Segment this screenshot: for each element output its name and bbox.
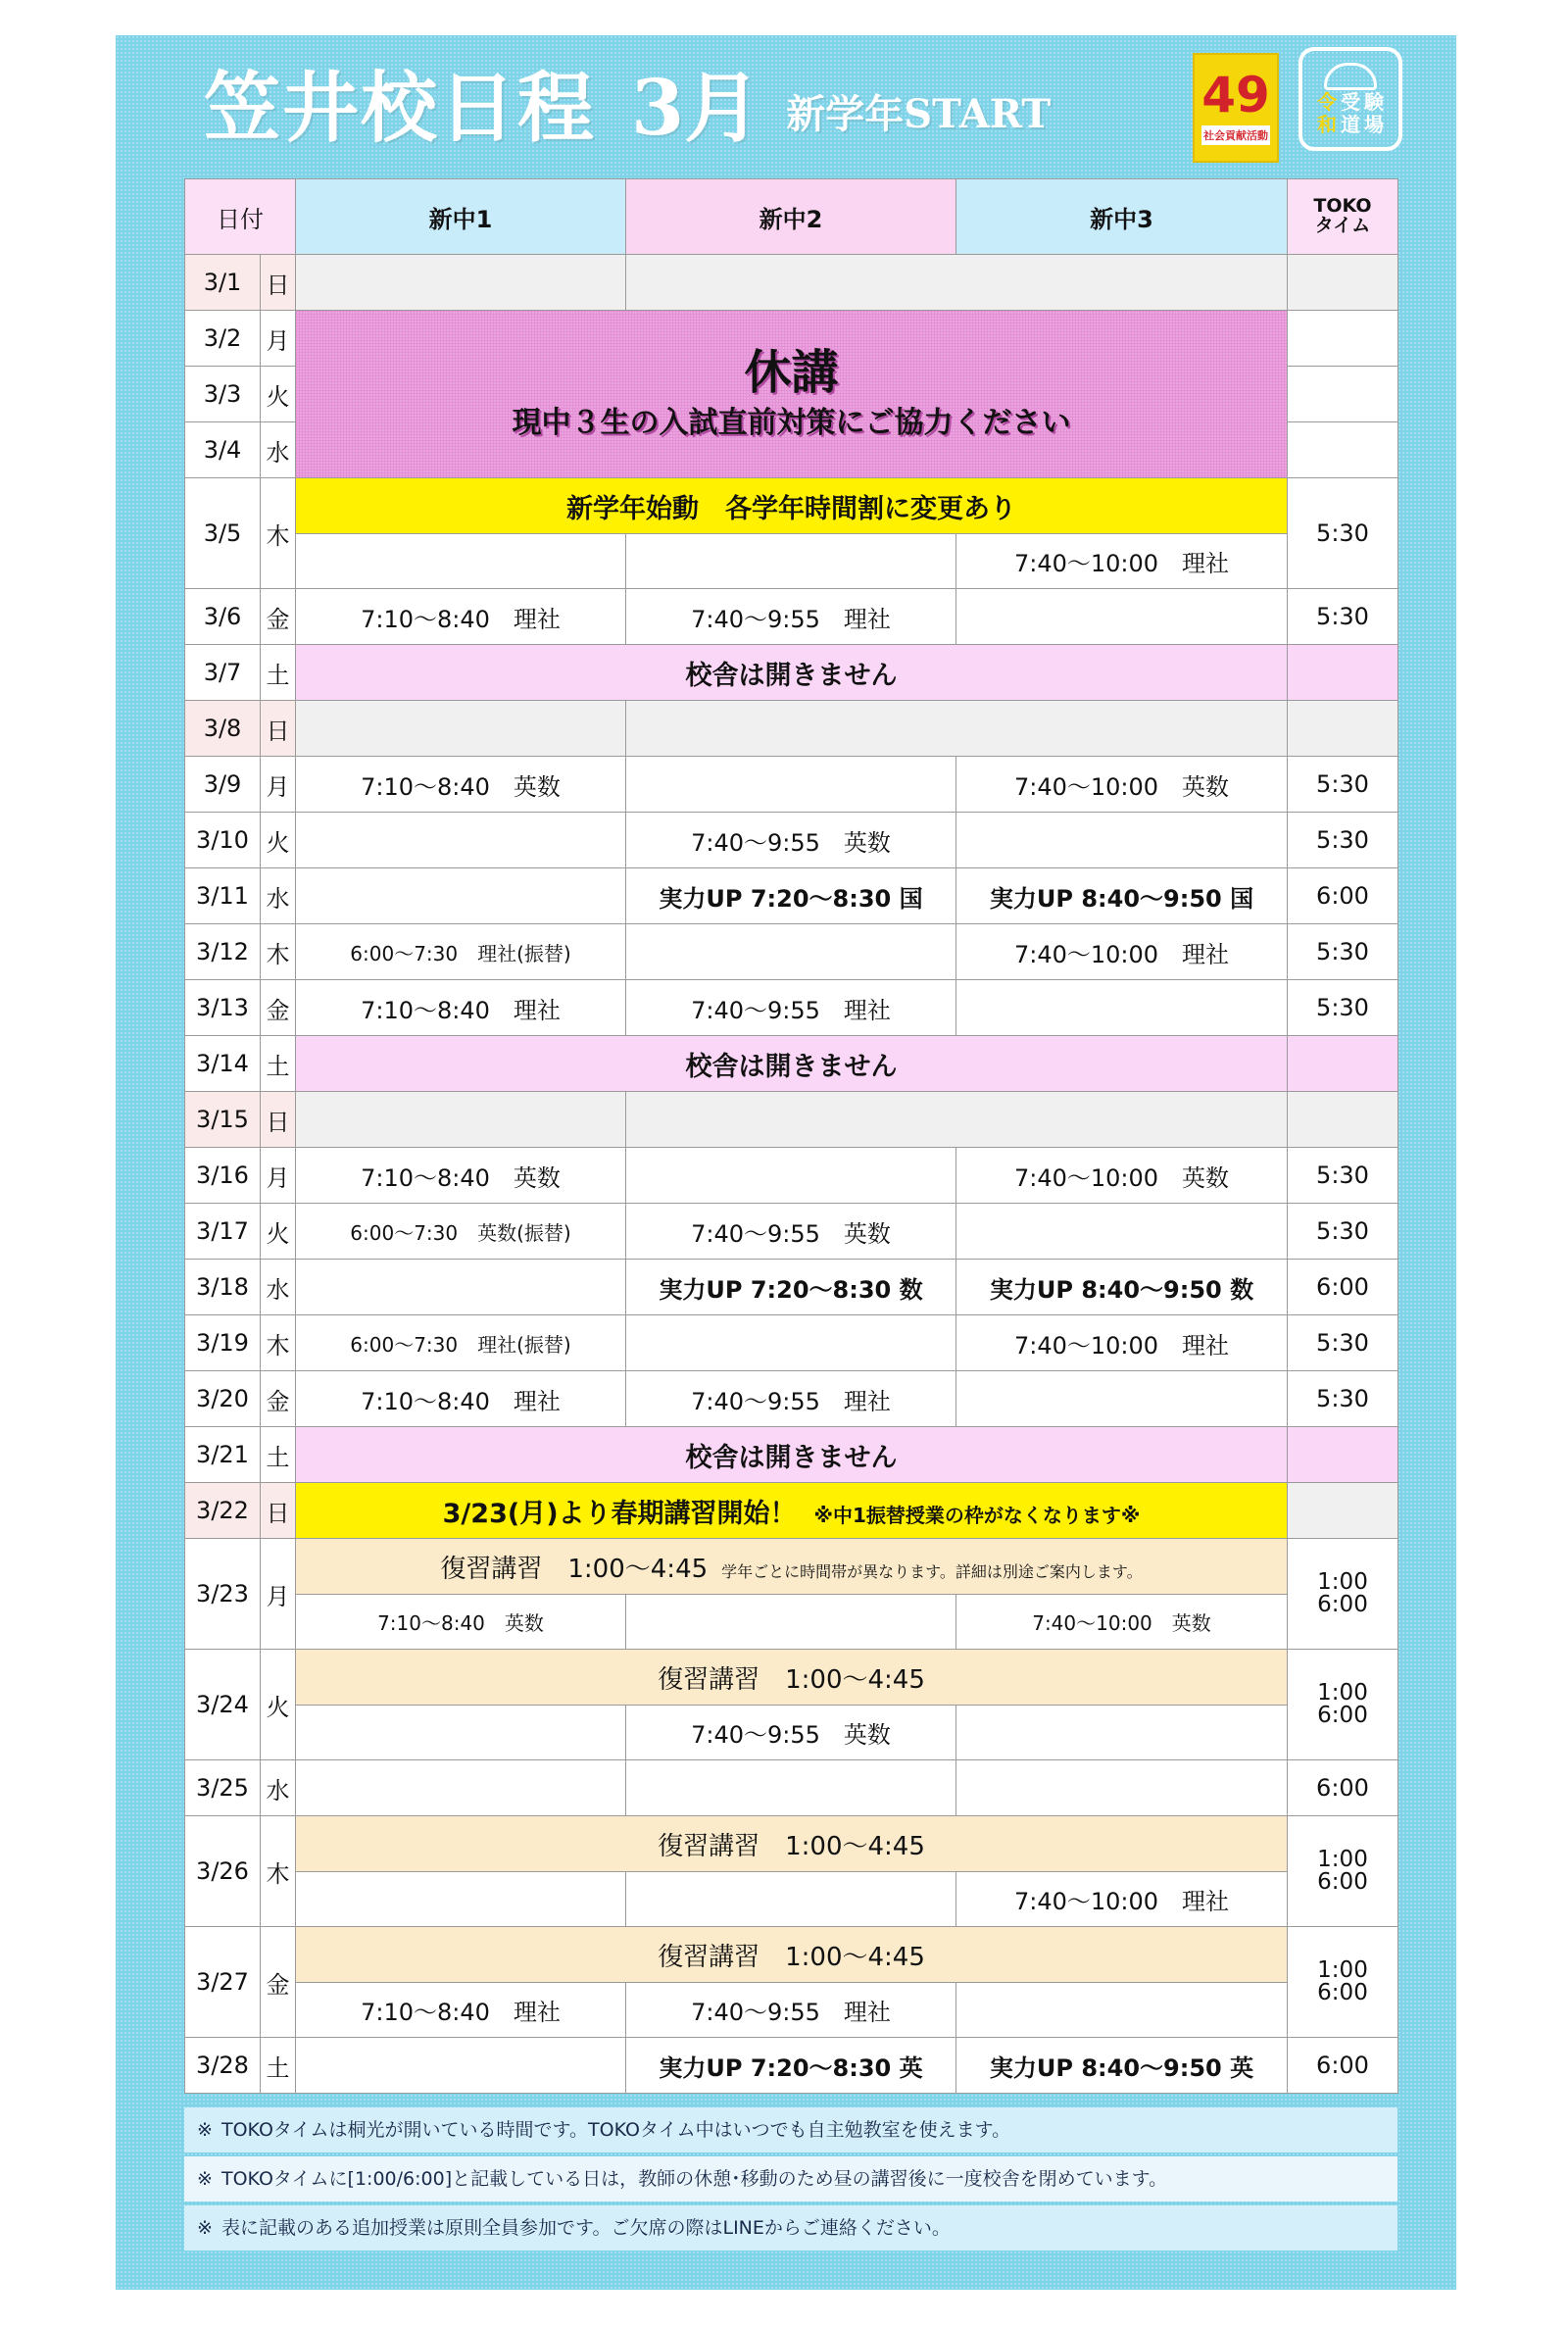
footnote-1: ※ TOKOタイムは桐光が開いている時間です。TOKOタイム中はいつでも自主勉教室を使えます。: [184, 2107, 1397, 2152]
table-row: 3/19 木 6:00～7:30 理社(振替) 7:40～10:00 理社 5:30: [185, 1315, 1398, 1371]
table-row: 3/17 火 6:00～7:30 英数(振替) 7:40～9:55 英数 5:30: [185, 1204, 1398, 1260]
table-row: 3/27 金 復習講習 1:00～4:45 1:00 6:00: [185, 1927, 1398, 1983]
title-school: 笠井校日程: [204, 64, 597, 153]
table-row: 3/25 水 6:00: [185, 1760, 1398, 1816]
header-grade2: 新中2: [626, 179, 956, 255]
logo-cap-shape: [1324, 63, 1377, 90]
table-row: 3/21 土 校舎は開きません: [185, 1427, 1398, 1483]
table-row: 3/23 月 復習講習 1:00～4:45 学年ごとに時間帯が異なります。詳細は別途ご案内します。 1:00 6:00: [185, 1539, 1398, 1595]
table-row: 3/10 火 7:40～9:55 英数 5:30: [185, 813, 1398, 868]
title-subtitle: 新学年START: [786, 90, 1052, 137]
table-row: 3/4 水: [185, 422, 1398, 478]
logo-row-2: 和 道 場: [1317, 113, 1384, 136]
logo-caption: 社会貢献活動: [1201, 125, 1270, 145]
table-row: 3/7 土 校舎は開きません: [185, 645, 1398, 701]
closed-notice: 校舎は開きません: [296, 1036, 1288, 1092]
table-row: 3/22 日 3/23(月)より春期講習開始！ ※中1振替授業の枠がなくなります※: [185, 1483, 1398, 1539]
table-row: 3/18 水 実力UP 7:20～8:30 数 実力UP 8:40～9:50 数 6:00: [185, 1260, 1398, 1315]
table-row: 3/1 日: [185, 255, 1398, 311]
table-row: 3/3 火: [185, 367, 1398, 422]
table-row: 3/5 木 新学年始動 各学年時間割に変更あり 5:30: [185, 478, 1398, 534]
closed-notice: 校舎は開きません: [296, 1427, 1288, 1483]
table-row: 3/13 金 7:10～8:40 理社 7:40～9:55 理社 5:30: [185, 980, 1398, 1036]
table-row: 7:10～8:40 理社 7:40～9:55 理社: [185, 1983, 1398, 2038]
footnote-3: ※ 表に記載のある追加授業は原則全員参加です。ご欠席の際はLINEからご連絡ください。: [184, 2205, 1397, 2251]
spring-course-notice: 3/23(月)より春期講習開始！ ※中1振替授業の枠がなくなります※: [296, 1483, 1288, 1539]
header-grade1: 新中1: [296, 179, 626, 255]
header-grade3: 新中3: [956, 179, 1288, 255]
review-course-banner: 復習講習 1:00～4:45 学年ごとに時間帯が異なります。詳細は別途ご案内します。: [296, 1539, 1288, 1595]
table-row: 3/14 土 校舎は開きません: [185, 1036, 1398, 1092]
review-course-banner: 復習講習 1:00～4:45: [296, 1650, 1288, 1706]
logo-number: 49: [1201, 67, 1270, 124]
footnote-2: ※ TOKOタイムに[1:00/6:00]と記載している日は，教師の休憩･移動のため昼の講習後に一度校舎を閉めています。: [184, 2156, 1397, 2201]
page-title: [204, 43, 1051, 161]
review-course-banner: 復習講習 1:00～4:45: [296, 1927, 1288, 1983]
new-year-notice: 新学年始動 各学年時間割に変更あり: [296, 478, 1288, 534]
title-month: 3月: [631, 64, 761, 153]
review-course-banner: 復習講習 1:00～4:45: [296, 1816, 1288, 1872]
table-row: 3/15 日: [185, 1092, 1398, 1148]
table-row: 7:40～9:55 英数: [185, 1706, 1398, 1760]
schedule-table: [184, 178, 1398, 2094]
header-toko-time: TOKO タイム: [1288, 179, 1398, 255]
table-row: 3/16 月 7:10～8:40 英数 7:40～10:00 英数 5:30: [185, 1148, 1398, 1204]
closed-notice: 校舎は開きません: [296, 645, 1288, 701]
logo-row-1: 令 受 験: [1317, 90, 1384, 114]
table-row: 3/26 木 復習講習 1:00～4:45 1:00 6:00: [185, 1816, 1398, 1872]
footnotes: [184, 2107, 1397, 2254]
kyuko-banner: 休講 現中３生の入試直前対策にご協力ください: [296, 311, 1288, 478]
table-row: 3/20 金 7:10～8:40 理社 7:40～9:55 理社 5:30: [185, 1371, 1398, 1427]
table-row: 3/2 月 休講 現中３生の入試直前対策にご協力ください: [185, 311, 1398, 367]
table-row: 3/24 火 復習講習 1:00～4:45 1:00 6:00: [185, 1650, 1398, 1706]
table-row: 3/12 木 6:00～7:30 理社(振替) 7:40～10:00 理社 5:30: [185, 924, 1398, 980]
table-row: 7:10～8:40 英数 7:40～10:00 英数: [185, 1595, 1398, 1650]
table-row: 7:40～10:00 理社: [185, 534, 1398, 589]
table-row: 3/8 日: [185, 701, 1398, 757]
reiwa-juken-dojo-logo: [1298, 47, 1402, 151]
table-row: 3/11 水 実力UP 7:20～8:30 国 実力UP 8:40～9:50 国 6:00: [185, 868, 1398, 924]
anniversary-logo: [1193, 53, 1279, 163]
table-row: 3/28 土 実力UP 7:20～8:30 英 実力UP 8:40～9:50 英 6:00: [185, 2038, 1398, 2094]
table-row: 3/9 月 7:10～8:40 英数 7:40～10:00 英数 5:30: [185, 757, 1398, 813]
table-row: 7:40～10:00 理社: [185, 1872, 1398, 1927]
header-row: [185, 179, 1398, 255]
header-date: 日付: [185, 179, 296, 255]
table-row: 3/6 金 7:10～8:40 理社 7:40～9:55 理社 5:30: [185, 589, 1398, 645]
